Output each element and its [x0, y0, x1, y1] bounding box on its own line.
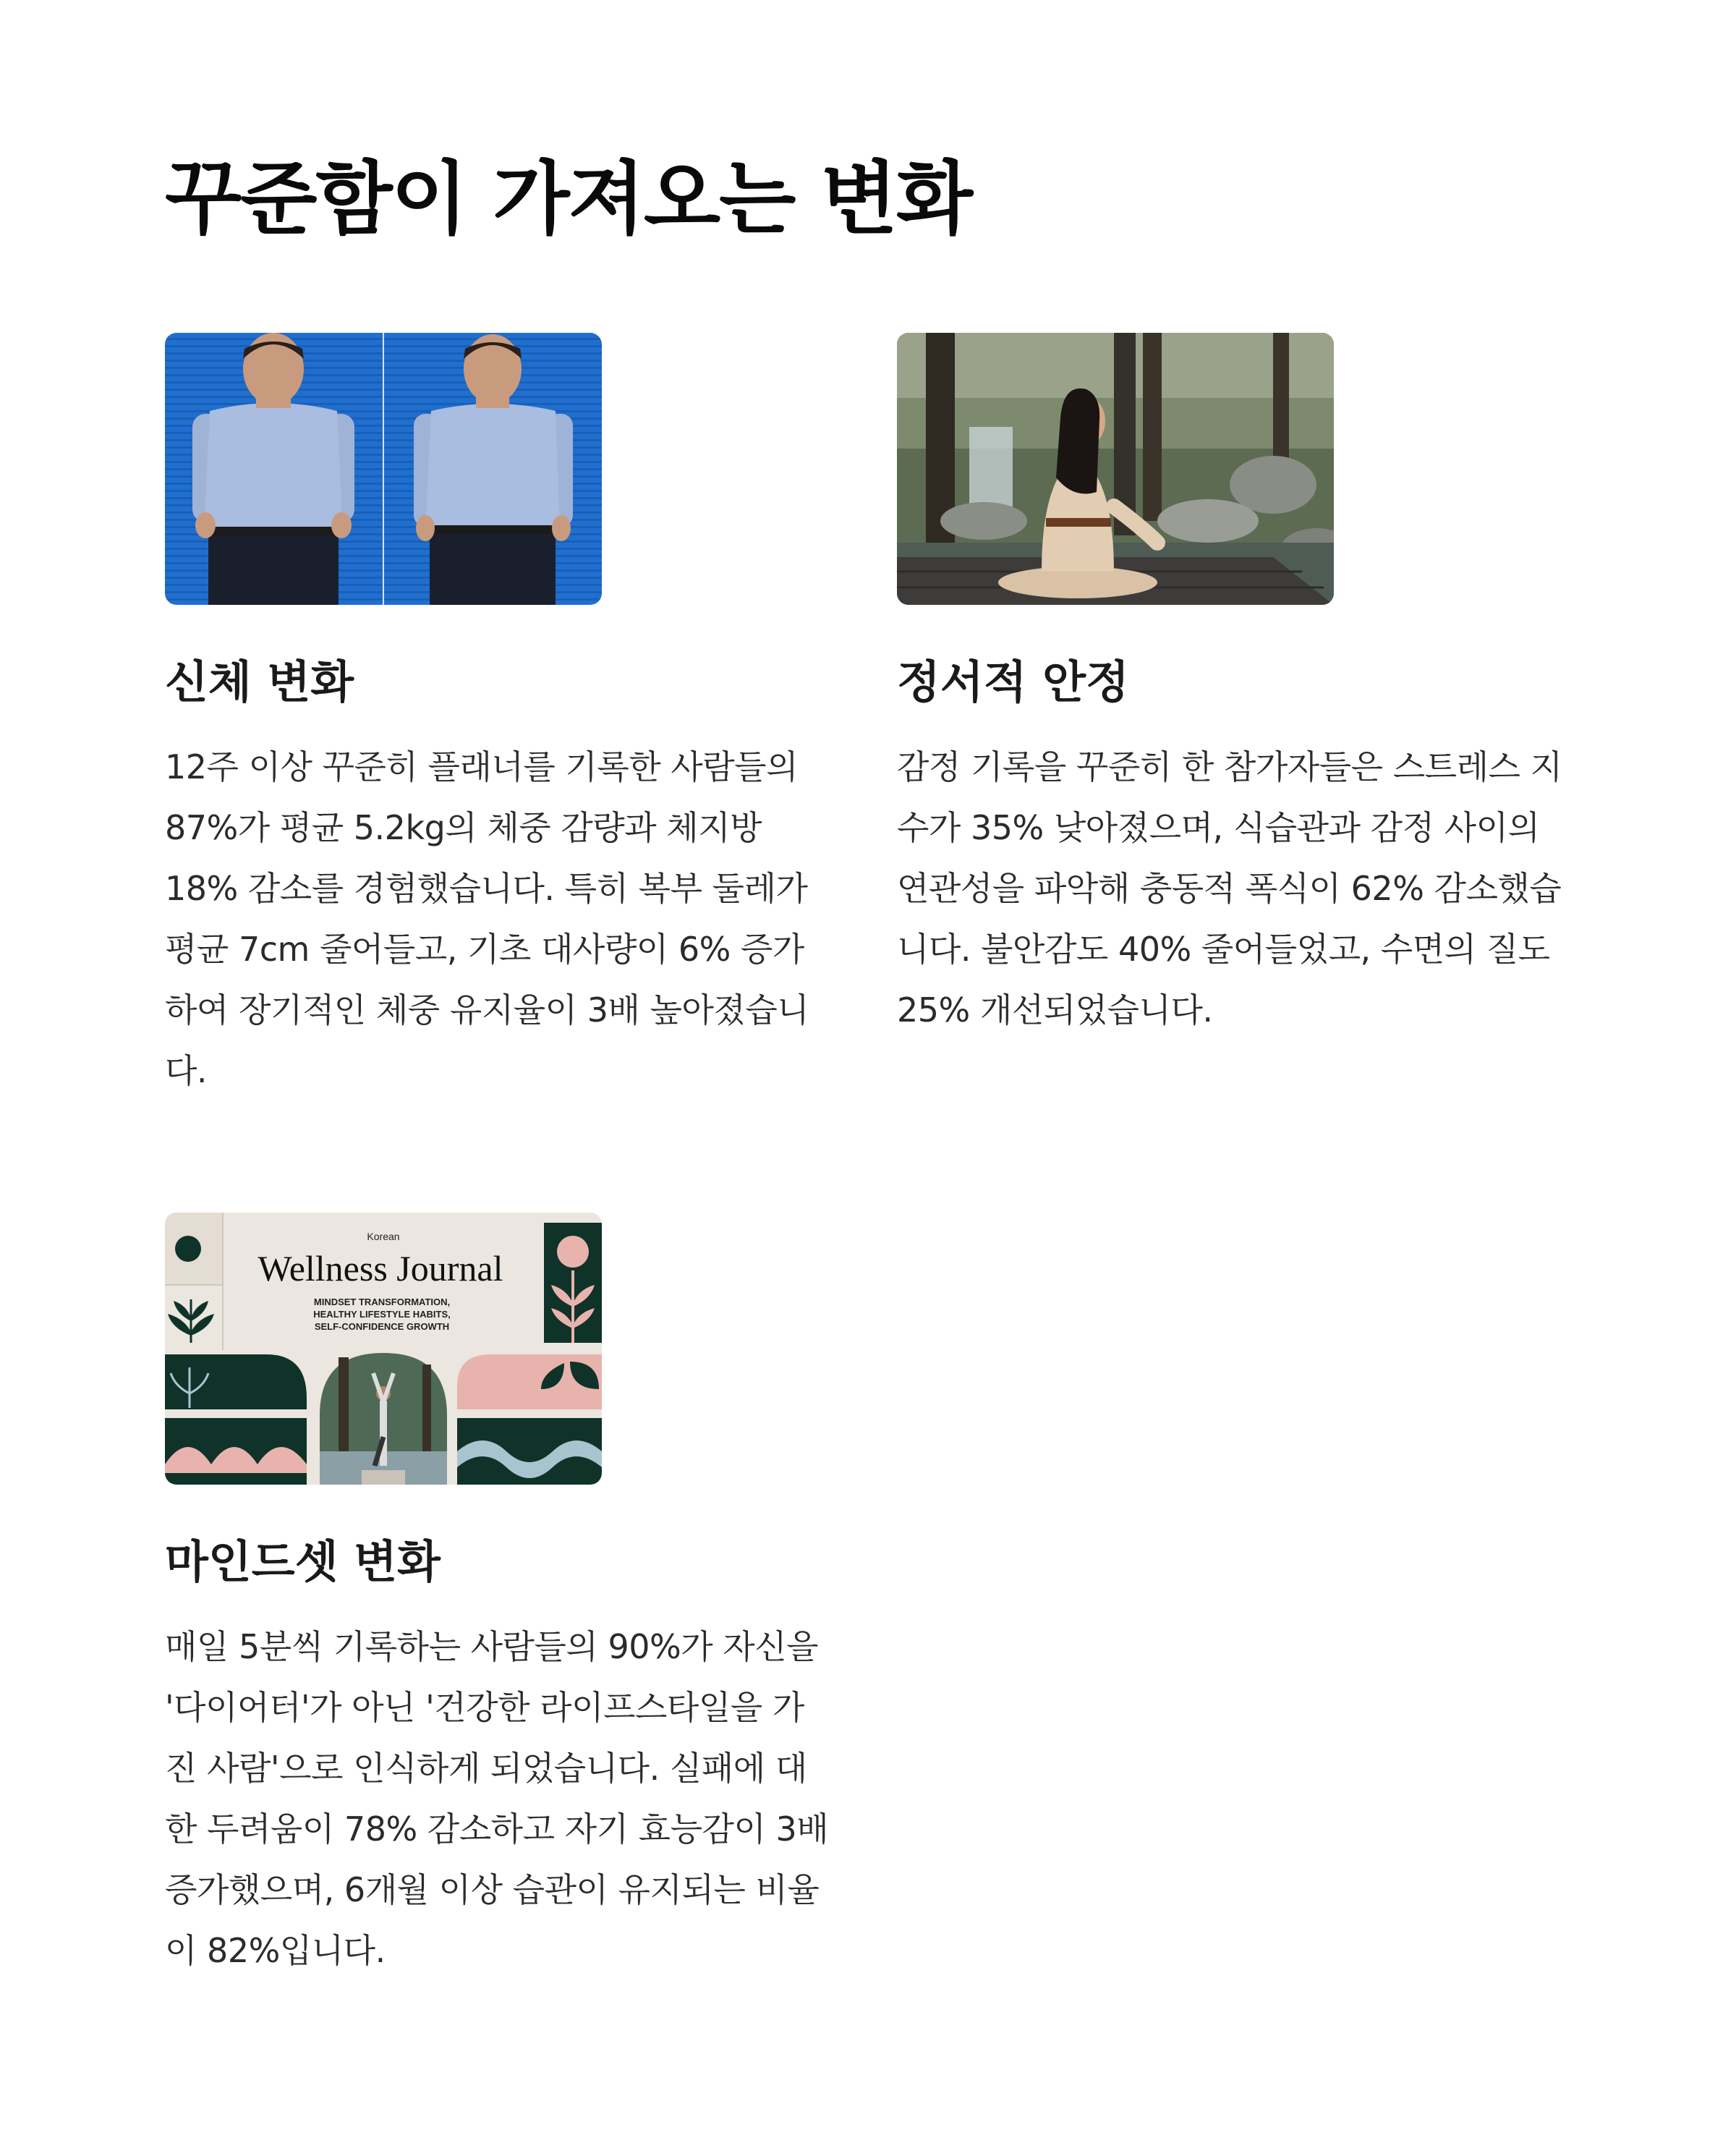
card-emotional-stability	[897, 333, 1562, 1040]
card-physical-change	[165, 333, 830, 1101]
meditation-photo	[897, 333, 1334, 605]
card-mindset-change	[165, 1213, 830, 1981]
card-title: 신체 변화	[165, 655, 354, 708]
card-body: 매일 5분씩 기록하는 사람들의 90%가 자신을 '다이어터'가 아닌 '건강한 라이프스타일을 가진 사람'으로 인식하게 되었습니다. 실패에 대한 두려움이 78% 감소하고 자기 효능감이 3배 증가했으며, 6개월 이상 습관이 유지되는 비율이 82%입니다.	[165, 1627, 829, 1970]
card-title: 마인드셋 변화	[165, 1535, 441, 1588]
card-title: 정서적 안정	[897, 655, 1130, 708]
journal-title: Wellness Journal	[258, 1248, 503, 1289]
card-body: 감정 기록을 꾸준히 한 참가자들은 스트레스 지수가 35% 낮아졌으며, 식습관과 감정 사이의 연관성을 파악해 충동적 폭식이 62% 감소했습니다. 불안감도 40% 줄어들었고, 수면의 질도 25% 개선되었습니다.	[897, 747, 1562, 1030]
journal-line-3: SELF-CONFIDENCE GROWTH	[314, 1321, 450, 1332]
journal-line-2: HEALTHY LIFESTYLE HABITS,	[313, 1309, 451, 1320]
page-title: 꾸준함이 가져오는 변화	[165, 153, 972, 245]
journal-kicker: Korean	[367, 1231, 400, 1242]
journal-line-1: MINDSET TRANSFORMATION,	[313, 1297, 451, 1307]
before-after-body-photo	[165, 333, 602, 605]
card-body: 12주 이상 꾸준히 플래너를 기록한 사람들의 87%가 평균 5.2kg의 체중 감량과 체지방 18% 감소를 경험했습니다. 특히 복부 둘레가 평균 7cm 줄어들고, 기초 대사량이 6% 증가하여 장기적인 체중 유지율이 3배 높아졌습니다.	[165, 747, 809, 1090]
wellness-journal-cover	[165, 1213, 602, 1485]
